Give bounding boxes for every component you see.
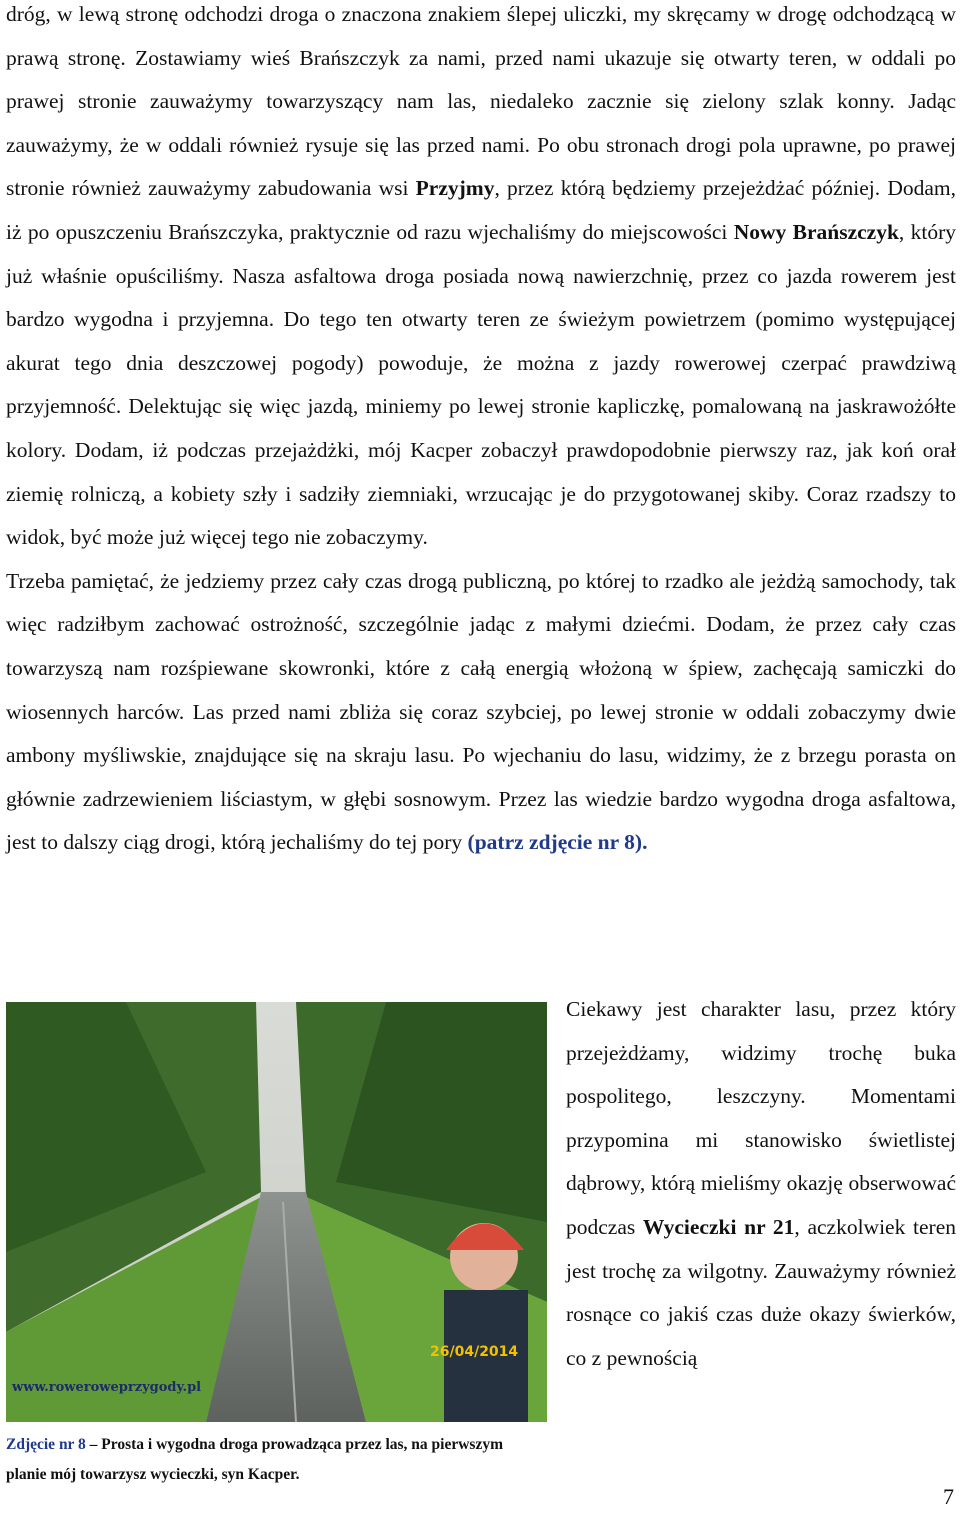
paragraph-1-text-d: , który już właśnie opuściliśmy. Nasza asfaltowa droga posiada nową nawierzchnię, przez co jazda rowerem jest bardzo wygodna i przyjemna. Do tego ten otwarty teren ze świeżym powietrzem (pomimo występującej akurat tego dnia deszczowej pogody) powoduje, że można z jazdy rowerowej czerpać prawdziwą przyjemność. Delektując się więc jazdą, miniemy po lewej stronie kapliczkę, pomalowaną na jaskrawożółte kolory. Dodam, iż podczas przejażdżki, mój Kacper zobaczył prawdopodobnie pierwszy raz, jak koń orał ziemię rolniczą, a kobiety szły i sadziły ziemniaki, wrzucając je do przygotowanej skiby. Coraz rzadszy to widok, być może już więcej tego nie zobaczymy. — [6, 219, 957, 550]
paragraph-2-text: Trzeba pamiętać, że jedziemy przez cały czas drogą publiczną, po której to rzadko ale jeżdżą samochody, tak więc radziłbym zachować ostrożność, szczególnie jadąc z małymi dziećmi. Dodam, że przez cały czas towarzyszą nam rozśpiewane skowronki, które z całą energią włożoną w śpiew, zachęcają samiczki do wiosennych harców. Las przed nami zbliża się coraz szybciej, po lewej stronie w oddali zobaczymy dwie ambony myśliwskie, znajdujące się na skraju lasu. Po wjechaniu do lasu, widzimy, że z brzegu porasta on głównie zadrzewieniem liściastym, w głębi sosnowym. Przez las wiedzie bardzo wygodna droga asfaltowa, jest to dalszy ciąg drogi, którą jechaliśmy do tej pory — [6, 568, 956, 855]
photo-date-stamp: 26/04/2014 — [430, 1344, 519, 1360]
side-text-a: Ciekawy jest charakter lasu, przez który przejeżdżamy, widzimy trochę buka pospolitego, leszczyny. Momentami przypomina mi stanowisko świetlistej dąbrowy, którą mieliśmy okazję obserwować podczas — [566, 997, 956, 1239]
paragraph-1 — [6, 0, 956, 560]
caption-label: Zdjęcie nr 8 — [6, 1436, 86, 1453]
paragraph-2 — [6, 560, 956, 865]
paragraph-1-text-a: dróg, w lewą stronę odchodzi droga o znaczona znakiem ślepej uliczki, my skręcamy w drogę odchodzącą w prawą stronę. Zostawiamy wieś Brańszczyk za nami, przed nami ukazuje się otwarty teren, w oddali po prawej stronie zauważymy towarzyszący nam las, niedaleko zacznie się zielony szlak konny. Jadąc zauważymy, że w oddali również rysuje się las przed nami. Po obu stronach drogi pola uprawne, po prawej stronie również zauważymy zabudowania wsi — [6, 2, 956, 201]
main-body-text — [6, 0, 956, 865]
paragraph-1-text-c: , przez którą będziemy przejeżdżać później. Dodam, iż po opuszczeniu Brańszczyka, praktycznie od razu wjechaliśmy do miejscowości — [6, 176, 956, 244]
photo-caption — [6, 1430, 546, 1490]
place-name-przyjmy: Przyjmy — [415, 176, 495, 201]
page-number: 7 — [943, 1484, 954, 1509]
photo-reference: (patrz zdjęcie nr 8). — [467, 830, 648, 855]
photo-forest-road — [6, 1002, 547, 1422]
side-column-text — [566, 988, 956, 1380]
place-name-nowy-branszczyk: Nowy Brańszczyk — [733, 219, 899, 244]
side-text-c: , aczkolwiek teren jest trochę za wilgotny. Zauważymy również rosnące co jakiś czas duże okazy świerków, co z pewnością — [566, 1214, 956, 1370]
caption-text: Prosta i wygodna droga prowadząca przez las, na pierwszym planie mój towarzysz wycieczki, syn Kacper. — [6, 1436, 503, 1483]
caption-dash: – — [85, 1436, 102, 1453]
photo-watermark: www.rowerowe​przygody.pl — [12, 1380, 202, 1395]
trip-reference: Wycieczki nr 21 — [642, 1214, 795, 1239]
